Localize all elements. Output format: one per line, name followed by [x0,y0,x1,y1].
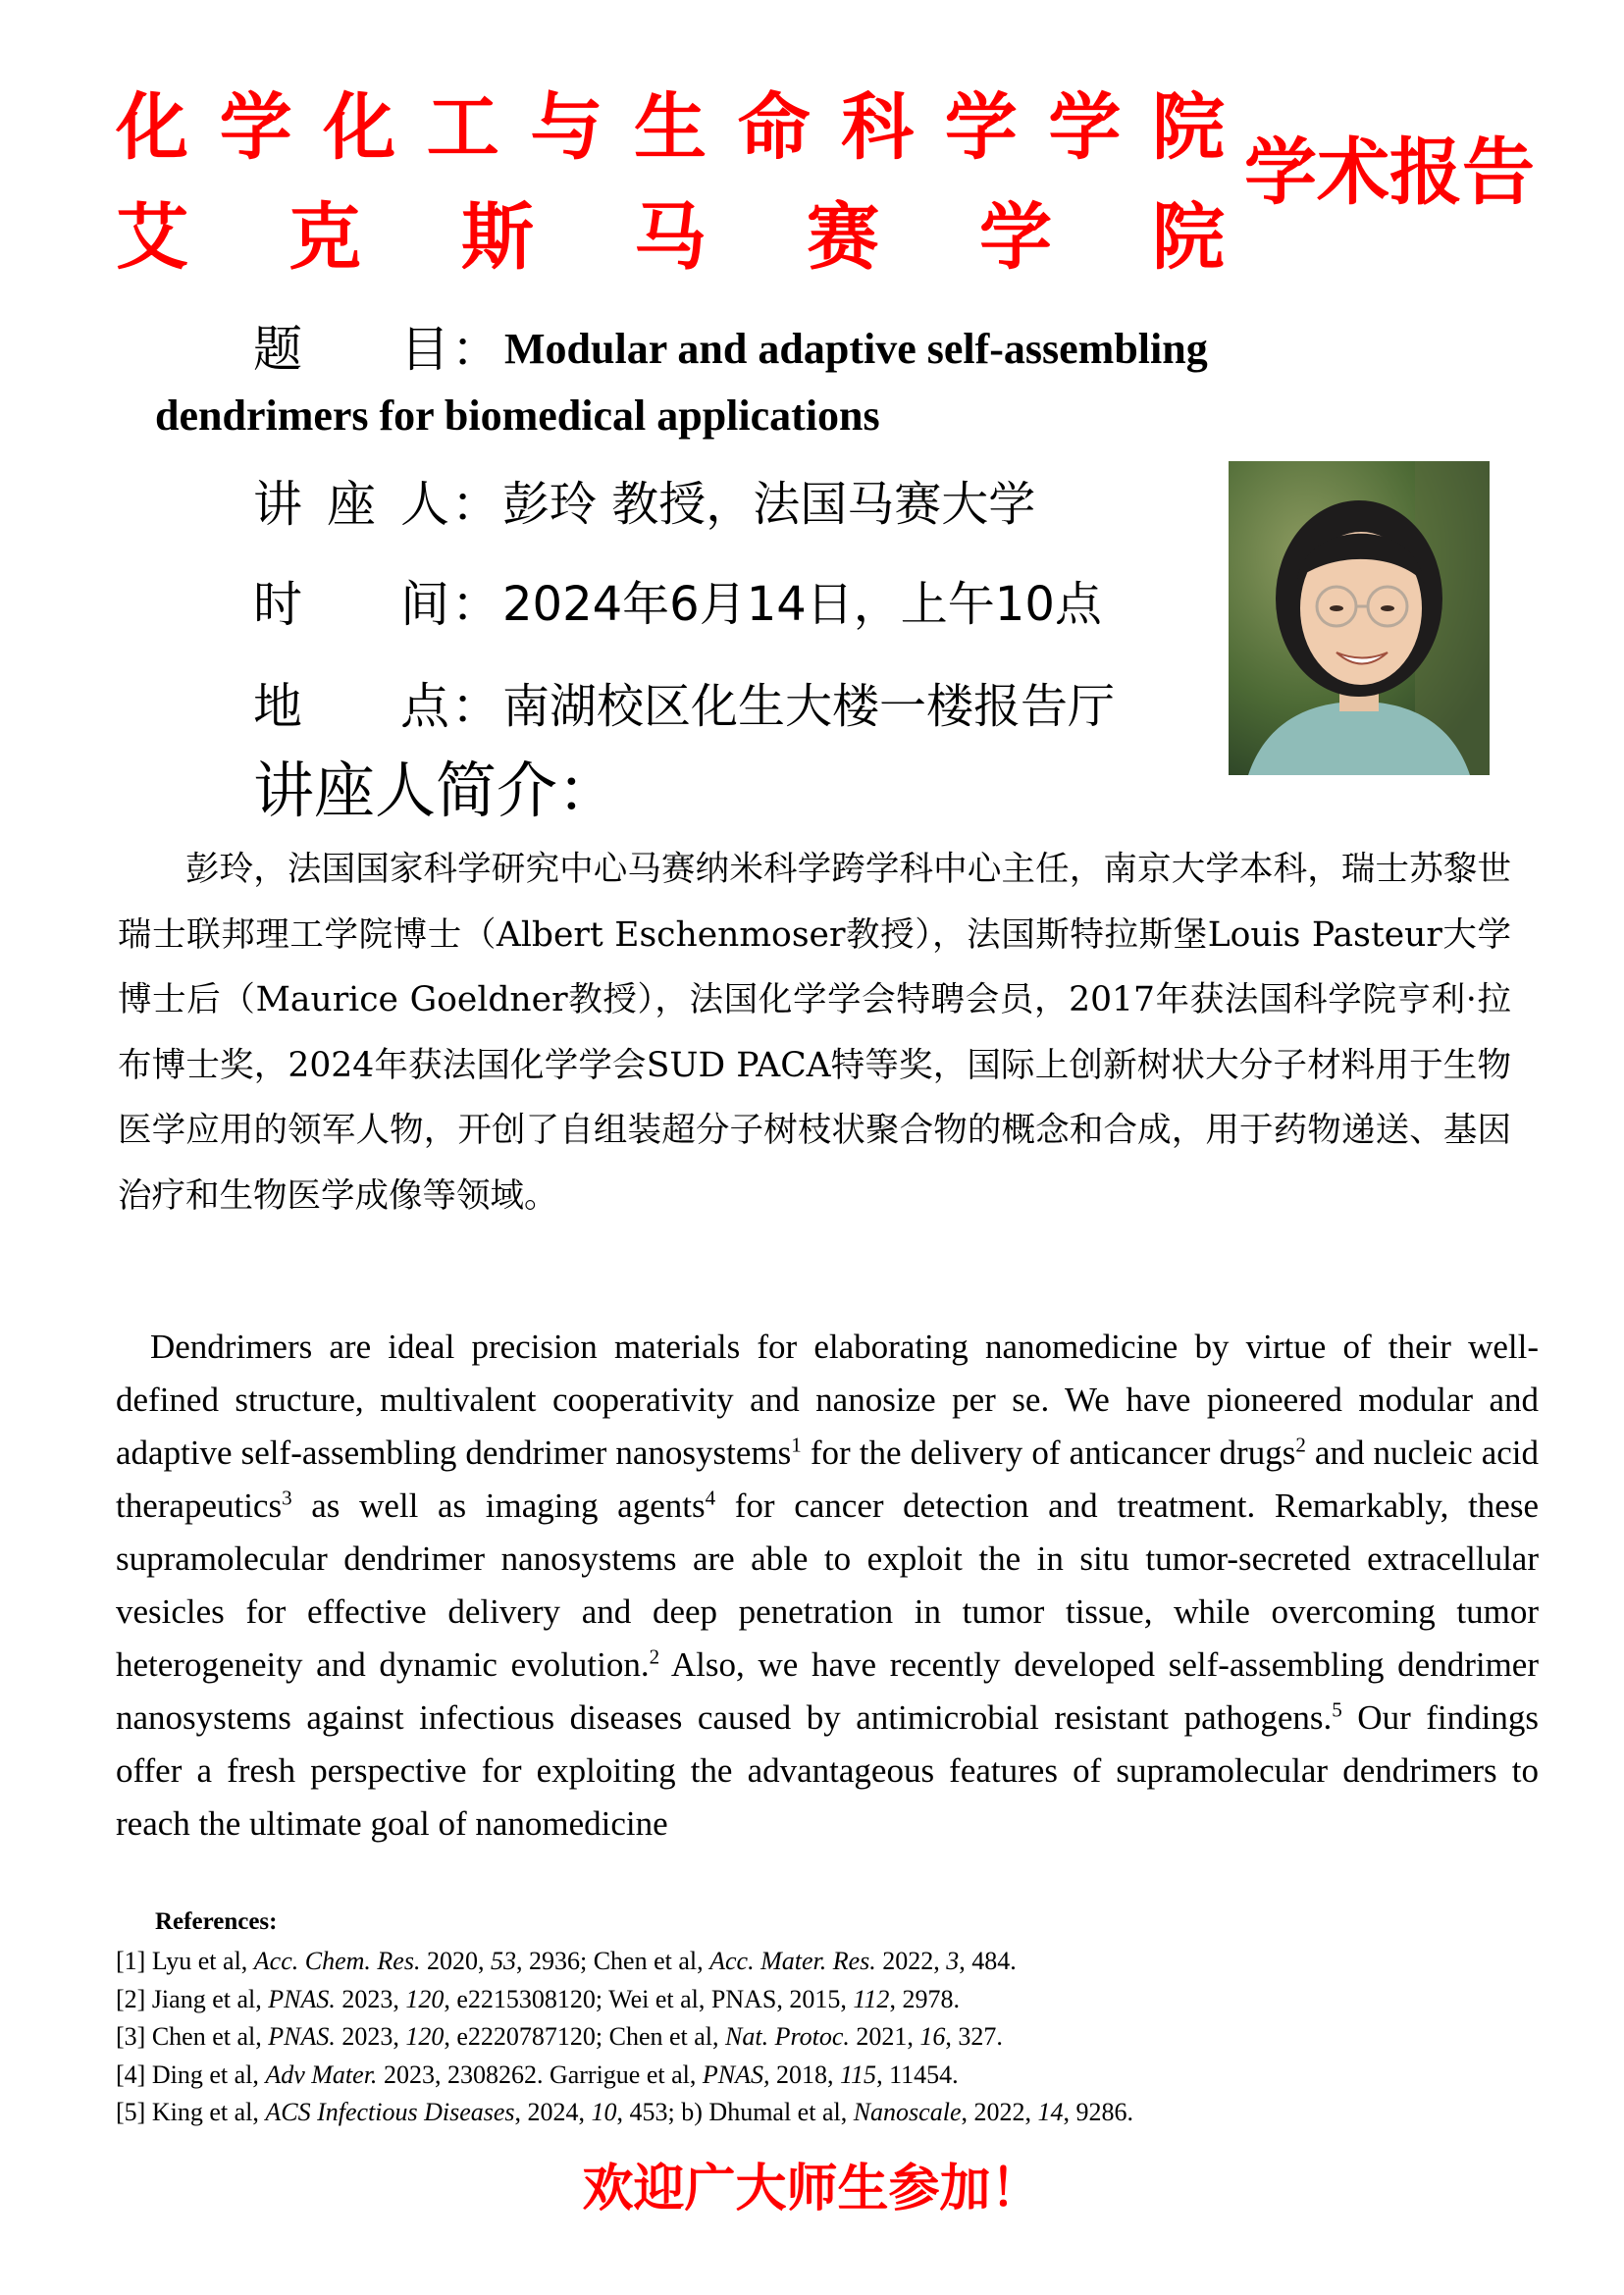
reference-3: [3] Chen et al, PNAS. 2023, 120, e2220787120; Chen et al, Nat. Protoc. 2021, 16, 327. [116,2022,1003,2051]
speaker-label: 讲 座 人 [253,476,449,533]
citation: 4 [705,1486,716,1510]
references-heading: References: [155,1908,278,1935]
reference-2: [2] Jiang et al, PNAS. 2023, 120, e2215308120; Wei et al, PNAS, 2015, 112, 2978. [116,1984,960,2013]
abstract-paragraph: Dendrimers are ideal precision materials for elaborating nanomedicine by virtue of their well-defined structure, multivalent cooperativity and nanosize per se. We have pioneered modular and adaptive self-assembling dendrimer nanosystems$^1$ for the delivery of anticancer drugs$^2$ and nucleic acid therapeutics$^3$ as well as imaging agents$^4$ for cancer detection and treatment. Remarkably, these supramolecular dendrimer nanosystems are able to exploit the in situ tumor-secreted extracellular vesicles for effective delivery and deep penetration in tumor tissue, while overcoming tumor heterogeneity and dynamic evolution.$^2$ Also, we have recently developed self-assembling dendrimer nanosystems against infectious diseases caused by antimicrobial resistant pathogens.$^5$ Our findings offer a fresh perspective for exploiting the advantageous features of supramolecular dendrimers to reach the ultimate goal of nanomedicine [116,1328,1540,1843]
place-colon: ： [451,678,500,735]
time-label: 时 间 [253,576,449,633]
speaker-bio-text: 彭玲，法国国家科学研究中心马赛纳米科学跨学科中心主任，南京大学本科，瑞士苏黎世瑞士联邦理工学院博士（Albert Eschenmoser教授），法国斯特拉斯堡Louis Pasteur大学博士后（Maurice Goeldner教授），法国化学学会特聘会员，2017年获法国科学院亨利·拉布博士奖，2024年获法国化学学会SUD PACA特等奖，国际上创新树状大分子材料用于生物医学应用的领军人物，开创了自组装超分子树枝状聚合物的概念和合成，用于药物递送、基因治疗和生物医学成像等领域。 [118,850,1511,1216]
school-name-line1: 化 学 化 工 与 生 命 科 学 学 院 [116,85,1225,170]
reference-5: [5] King et al, ACS Infectious Diseases, 2024, 10, 453; b) Dhumal et al, Nanoscale, 2022, 14, 9286. [116,2098,1133,2126]
title-colon: ： [451,321,500,378]
references-list [116,1943,1133,2132]
place-label: 地 点 [253,678,449,735]
citation: 2 [1295,1433,1306,1457]
speaker-colon: ： [451,476,500,533]
talk-title-line1: Modular and adaptive self-assembling [504,325,1208,373]
welcome-banner: 欢迎广大师生参加！ [582,2160,1042,2218]
speaker-value: 彭玲 教授，法国马赛大学 [502,477,1036,532]
portrait-image [1229,461,1490,775]
title-label: 题 目 [253,321,449,378]
school-name-line2: 艾 克 斯 马 赛 学 院 [116,195,1225,280]
reference-1: [1] Lyu et al, Acc. Chem. Res. 2020, 53, 2936; Chen et al, Acc. Mater. Res. 2022, 3, 484. [116,1947,1017,1975]
speaker-photo [1229,461,1490,775]
time-value: 2024年6月14日，上午10点 [502,577,1102,632]
talk-title-line2: dendrimers for biomedical applications [155,391,880,440]
speaker-bio-heading: 讲座人简介： [253,755,619,826]
place-value: 南湖校区化生大楼一楼报告厅 [502,679,1116,734]
citation: 1 [791,1433,802,1457]
reference-4: [4] Ding et al, Adv Mater. 2023, 2308262. Garrigue et al, PNAS, 2018, 115, 11454. [116,2060,959,2089]
citation: 5 [1332,1697,1342,1722]
time-colon: ： [451,576,500,633]
citation: 3 [282,1486,292,1510]
academic-report-tag: 学术报告 [1244,130,1535,215]
citation: 2 [649,1644,660,1669]
